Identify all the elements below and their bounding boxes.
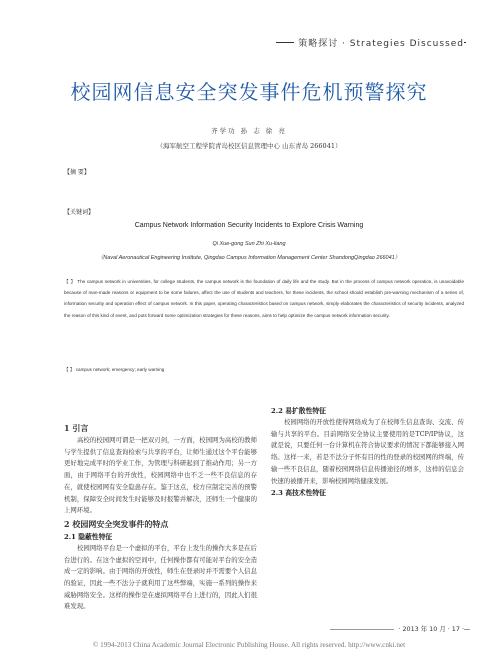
copyright-notice: © 1994-2013 China Academic Journal Electronic Publishing House. All rights reserved. http://www.cnki.net (92, 641, 406, 649)
article-title: 校园网信息安全突发事件危机预警探究 (70, 80, 428, 104)
english-abstract (64, 276, 464, 321)
section-2-heading: 2 校园网安全突发事件的特点 (64, 518, 169, 529)
section-2-2-paragraph: 校园网络的开放性使得网络成为了在校师生信息查询、交流、传输与共享的平台。目前网络安全协议主要使用的是TCP/IP协议，这就是说，只要任何一台计算机在符合协议要求的情况下都能够接入网络。这样一来，若是不法分子怀有目的性的登录的校园网的终端，传输一些不良信息，随着校园网络信息传播途径的增多，这样的信息会快速的被播开来，影响校园网络健康发展。 (271, 418, 464, 485)
english-title: Campus Network Information Security Incidents to Explore Crisis Warning (134, 222, 364, 229)
section-2-1-paragraph: 校园网络平台是一个虚拟的平台，平台上发生的操作大多是在后台进行的。在这个虚拟的空间中，任何操作都有可能对平台的安全造成一定的影响。由于网络的开放性，师生在登录时并不需要个人信息的验证，因此一些不法分子就利用了这些弊端，实施一系列的操作来威胁网络安全。这样的操作是在虚拟网络平台上进行的，因此人们很难发现。 (64, 543, 257, 611)
keywords-label: 【关键词】 (64, 209, 95, 216)
section-2-3-heading: 2.3 高技术性特征 (271, 489, 326, 498)
body-column-left (64, 421, 257, 613)
section-1-heading: 1 引言 (64, 423, 89, 433)
section-2-2-heading: 2.2 易扩散性特征 (271, 407, 326, 415)
authors: 齐学功 孙 志 徐 亮 (211, 127, 287, 135)
affiliation: （海军航空工程学院青岛校区信息管理中心 山东青岛 266041） (156, 142, 342, 150)
english-keywords-label: 【 】 (64, 367, 75, 372)
section-2-1-heading: 2.1 隐蔽性特征 (64, 532, 113, 541)
english-affiliation: （Naval Aeronautical Engineering Institute, Qingdao Campus Information Management Center ShandongQingdao 266041） (97, 255, 401, 261)
english-abstract-label: 【 】 (64, 279, 76, 284)
english-keywords-text: campus network; emergency; early warning (75, 367, 165, 372)
section-header: 策略探讨 · Strategies Discussed (294, 36, 464, 49)
section-1-paragraph: 高校的校园网可谓是一把双刃剑，一方面，校园网为高校的教师与学生提供了信息查询检索与共享的平台，让师生通过这个平台能够更好地完成平时的学业工作，为管理与科研起到了推动作用；另一方面，由于网络平台的开放性，校园网络中也不乏一些不良信息的存在，就使校园网有安全隐患存在。鉴于这点，校方应制定完善的预警机制，保障安全时间发生时能够及时报警并解决，还师生一个健康的上网环境。 (64, 436, 257, 515)
page-number: · 2013 年 10 月 · 17 · (394, 624, 464, 633)
english-keywords (64, 367, 164, 373)
english-abstract-text: The campus network in universities, for college students, the campus network is the foundation of daily life and the study. But in the process of campus network operation, is unavoidable because of man-made reasons or equipment to be some failures, affect the use of students and teachers, for these incidents, the school should establish pre-warning mechanism of a series of, information security and operation effect of campus network. In this paper, operating characteristics based on campus network, simply elaborates the characteristics of security incidents, analyzed the reason of this kind of event, and puts forward some optimization strategies for these reasons, aims to help optimize the campus network information security. (64, 279, 464, 318)
body-column-right (271, 405, 464, 499)
english-authors: Qi Xue-gong Sun Zhi Xu-liang (212, 241, 286, 247)
abstract-label: 【摘 要】 (64, 169, 90, 176)
